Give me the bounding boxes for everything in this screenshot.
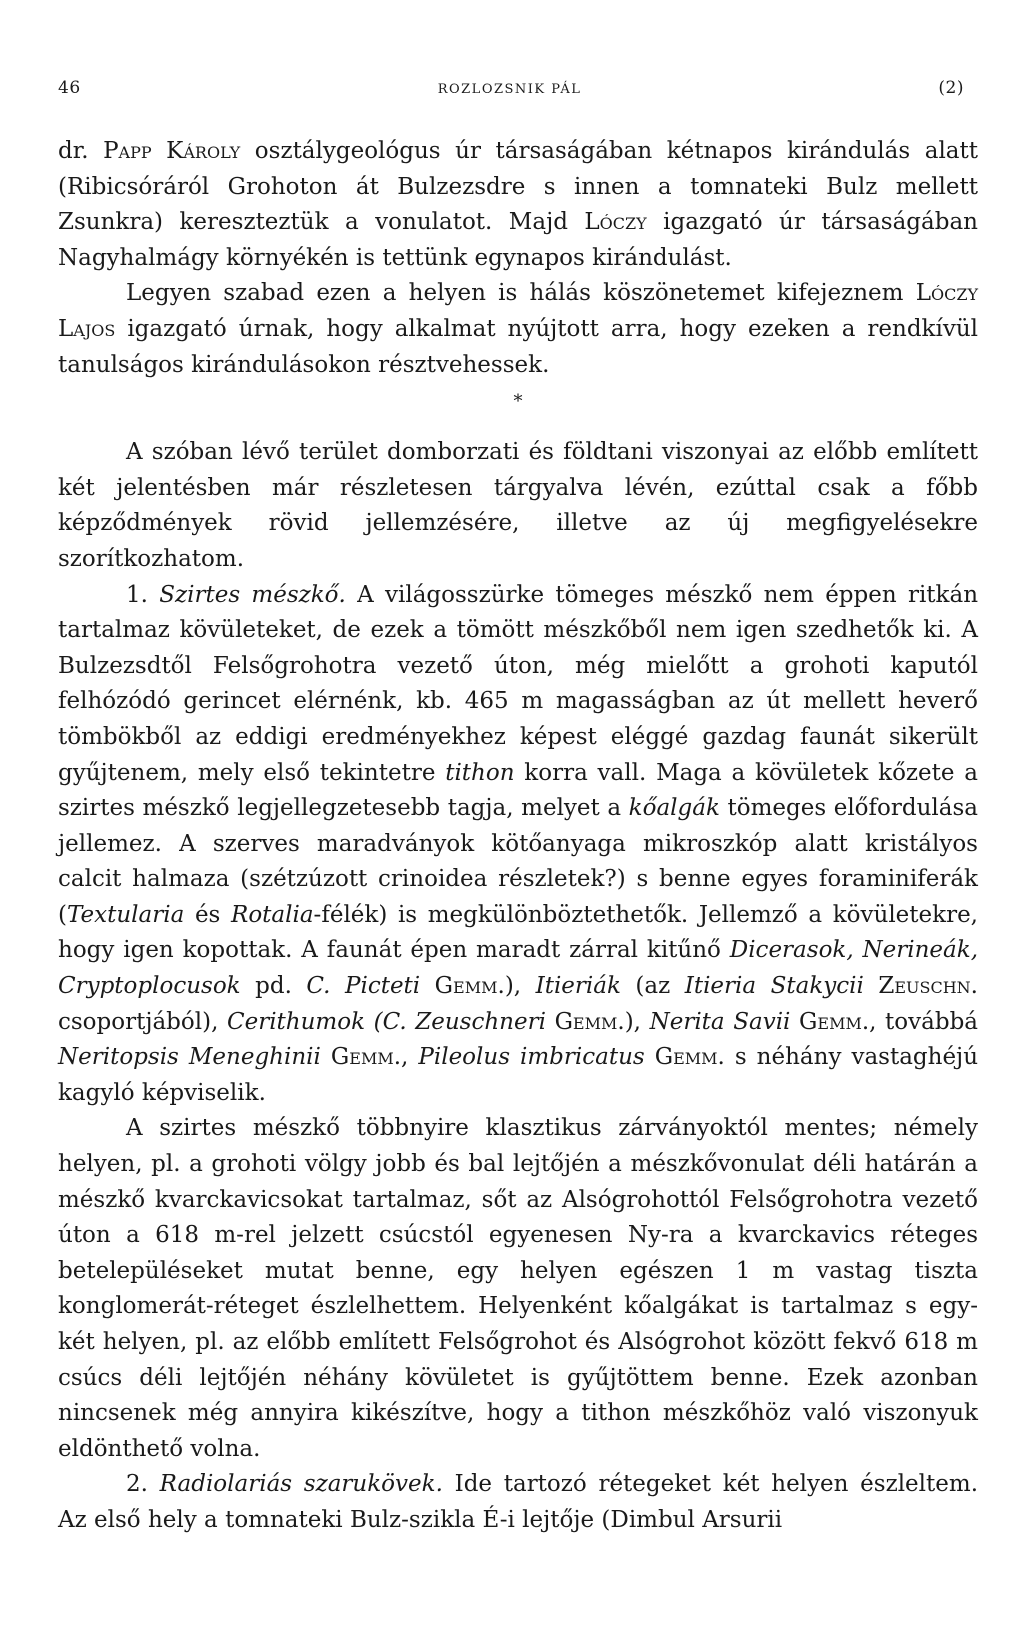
section-heading: Szirtes mészkő. [159, 581, 346, 608]
paragraph-2: Legyen szabad ezen a helyen is hálás köszönetemet kifejeznem Lóczy Lajos igazgató úrnak, hogy alkalmat nyújtott arra, hogy ezeken a rendkívül tanulságos kirándulásokon résztvehessek. [58, 280, 978, 378]
page-header [58, 78, 964, 98]
section-separator: * [513, 391, 523, 413]
paragraph-3: A szóban lévő terület domborzati és földtani viszonyai az előbb említett két jelentésben már részletesen tárgyalva lévén, ezúttal csak a főbb képződmények rövid jellemzésére, illetve az új megfigyelésekre szorítkozhatom. [58, 439, 978, 572]
author-name: Lóczy [584, 209, 647, 236]
author-name: Papp Károly [103, 138, 241, 164]
paragraph-5: A szirtes mészkő többnyire klasztikus zárványoktól mentes; némely helyen, pl. a grohoti völgy jobb és bal lejtőjén a mészkővonulat déli határán a mészkő kvarckavicsokat tartalmaz, sőt az Alsógrohottól Felsőgrohotra vezető úton a 618 m-rel jelzett csúcstól egyenesen Ny-ra a kvarckavics réteges betelepüléseket mutat benne, egy helyen egészen 1 m vastag tiszta konglomerát-réteget észlelhettem. Helyenként kőalgákat is tartalmaz s egy-két helyen, pl. az előbb említett Felsőgrohot és Alsógrohot között fekvő 618 m csúcs déli lejtőjén néhány kövületet is gyűjtöttem benne. Ezek azonban nincsenek még annyira kikészítve, hogy a tithon mészkőhöz való viszonyuk eldönthető volna. [58, 1115, 978, 1462]
running-title: ROZLOZSNIK PÁL [437, 82, 582, 97]
body-text [58, 134, 978, 1539]
paragraph-4: 1. Szirtes mészkő. A világosszürke tömeges mészkő nem éppen ritkán tartalmaz kövületeket, de ezek a tömött mészkőből nem igen szedhetők ki. A Bulzezsdtől Felsőgrohotra vezető úton, még mielőtt a grohoti kaputól felhózódó gerincet elérnénk, kb. 465 m magasságban az út mellett heverő tömbökből az eddigi eredményekhez képest eléggé gazdag faunát sikerült gyűjtenem, mely első tekintetre tithon korra vall. Maga a kövületek kőzete a szirtes mészkő legjellegzetesebb tagja, melyet a kőalgák tömeges előfordulása jellemez. A szerves maradványok kötőanyaga mikroszkóp alatt kristályos calcit halmaza (szétzúzott crinoidea részletek?) s benne egyes foraminiferák (Textularia és Rotalia-félék) is megkülönböztethetők. Jellemző a kövületekre, hogy igen kopottak. A faunát épen maradt zárral kitűnő Dicerasok, Nerineák, Cryptoplocusok pd. C. Picteti Gemm.), Itieriák (az Itieria Stakycii Zeuschn. csoportjából), Cerithumok (C. Zeuschneri Gemm.), Nerita Savii Gemm., továbbá Neritopsis Meneghinii Gemm., Pileolus imbricatus Gemm. s néhány vastaghéjú kagyló képviselik. [58, 581, 979, 1106]
paragraph-1: dr. Papp Károly osztálygeológus úr társaságában kétnapos kirándulás alatt (Ribicsóráról Grohoton át Bulzezsdre s innen a tomnateki Bulz mellett Zsunkra) kereszteztük a vonulatot. Majd Lóczy igazgató úr társaságában Nagyhalmágy környékén is tettünk egynapos kirándulást. [58, 138, 978, 271]
author-name: Lóczy Lajos [58, 280, 978, 342]
section-heading: Radiolariás szarukövek. [159, 1471, 443, 1498]
paragraph-6: 2. Radiolariás szarukövek. Ide tartozó rétegeket két helyen észleltem. Az első hely a tomnateki Bulz-szikla É-i lejtője (Dimbul Arsurii [58, 1471, 978, 1533]
page-number: 46 [58, 78, 81, 98]
plate-reference: (2) [938, 78, 964, 98]
